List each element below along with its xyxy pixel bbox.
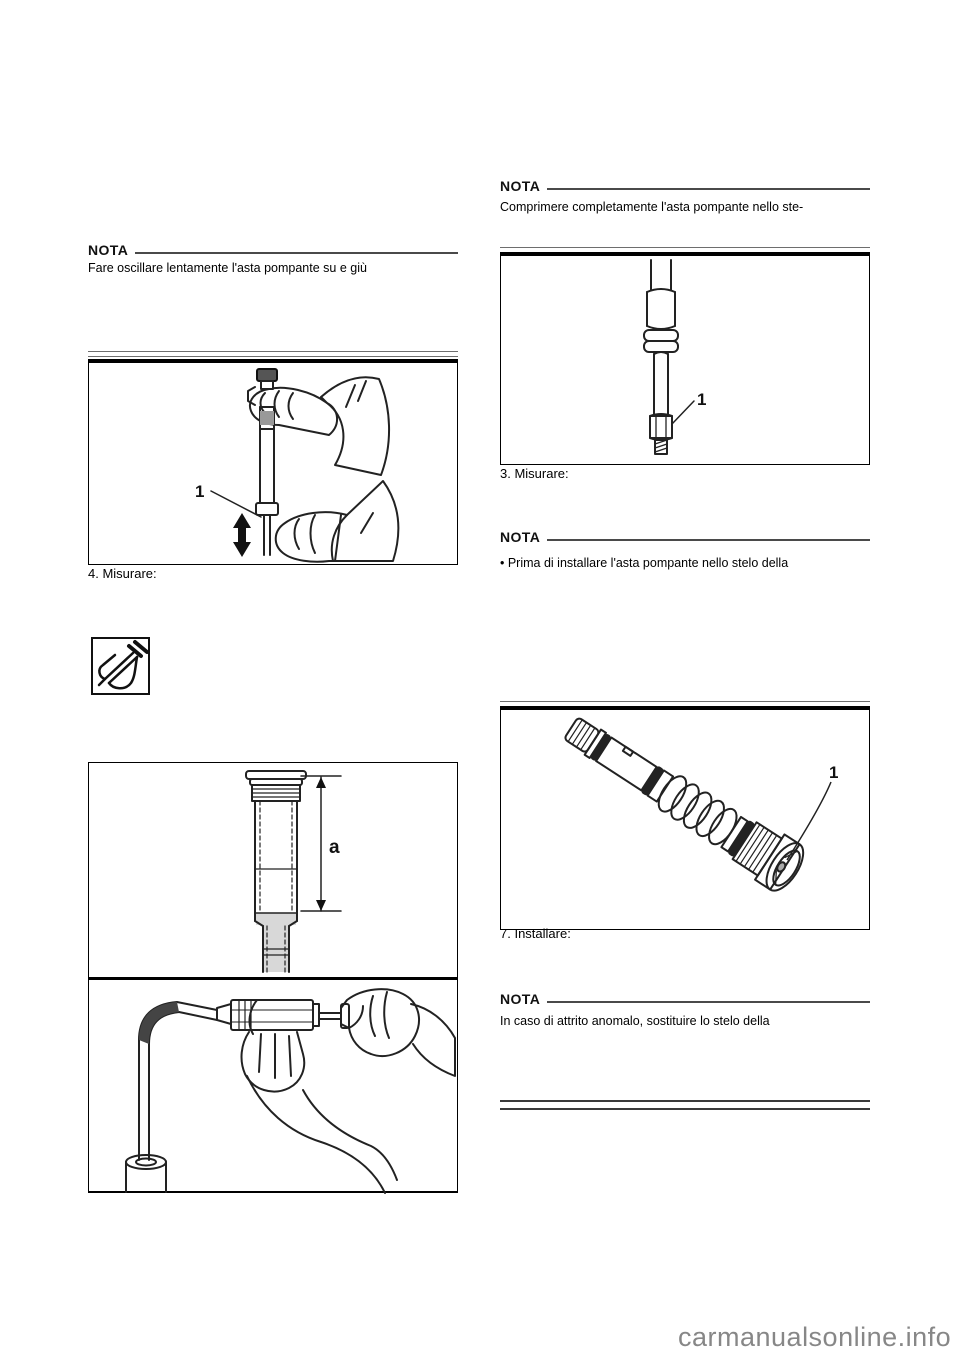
text-fragment: • Prima di installare l'asta pompante nello stelo della	[500, 556, 789, 570]
nota-header-right-bottom	[500, 991, 870, 1009]
oil-syringe-drawing	[89, 980, 457, 1193]
damper-rod-pumping-drawing	[89, 363, 457, 563]
nota-header-right-top	[500, 178, 870, 196]
caption-fragment: 3. Misurare:	[500, 466, 569, 481]
section-separator	[500, 247, 870, 248]
figure-damper-rod-pumping	[88, 359, 458, 565]
figure-stack-left	[88, 762, 458, 1193]
nota-label: NOTA	[500, 991, 541, 1007]
nota-header-left	[88, 242, 458, 260]
figure-cap-bolt-assembly	[500, 706, 870, 930]
caption-fragment: 7. Installare:	[500, 926, 571, 941]
figure-damper-rod-end	[500, 252, 870, 465]
callout-1: 1	[195, 482, 205, 501]
caliper-icon	[91, 637, 150, 695]
nota-label: NOTA	[88, 242, 129, 258]
text-fragment: Comprimere completamente l'asta pompante nello ste-	[500, 200, 804, 214]
callout-1: 1	[697, 390, 707, 409]
nota-rule	[135, 252, 458, 254]
nota-label: NOTA	[500, 529, 541, 545]
caption-fragment: 4. Misurare:	[88, 566, 157, 581]
nota-label: NOTA	[500, 178, 541, 194]
nota-rule	[547, 1001, 870, 1003]
watermark: carmanualsonline.info	[678, 1322, 952, 1352]
cap-bolt-assembly-drawing	[501, 710, 869, 924]
damper-rod-end-drawing	[501, 256, 869, 459]
nota-rule	[547, 188, 870, 190]
nota-header-right-mid	[500, 529, 870, 547]
fork-oil-level-drawing	[89, 763, 457, 972]
section-end-separator	[500, 1100, 870, 1110]
up-down-arrow-icon	[233, 513, 251, 557]
section-separator	[88, 351, 458, 357]
dimension-label-a: a	[329, 837, 340, 858]
nota-rule	[547, 539, 870, 541]
text-fragment: In caso di attrito anomalo, sostituire lo stelo della	[500, 1014, 770, 1028]
section-separator	[500, 701, 870, 702]
text-fragment: Fare oscillare lentamente l'asta pompante su e giù	[88, 261, 367, 275]
callout-1: 1	[829, 763, 839, 782]
